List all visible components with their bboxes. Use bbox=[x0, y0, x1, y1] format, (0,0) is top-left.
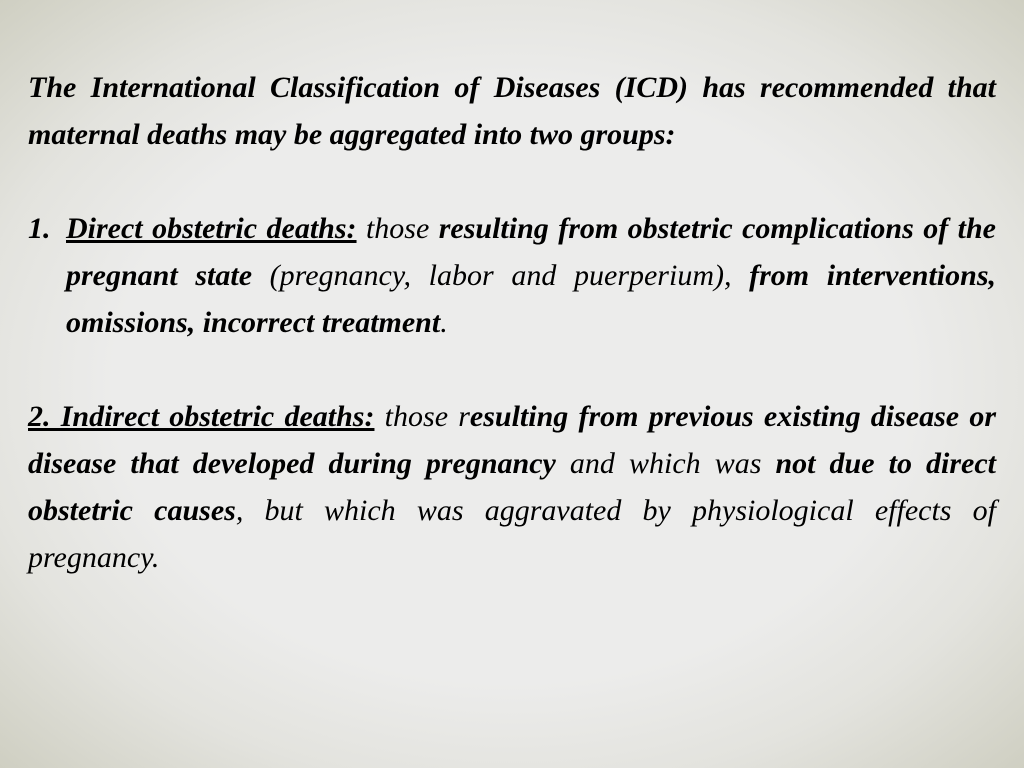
intro-text: The International Classification of Diseases (ICD) has recommended that maternal deaths may be aggregated into two groups: bbox=[28, 71, 996, 151]
direct-bold-2: from interventions, omissions, incorrect treatment bbox=[66, 259, 996, 339]
indirect-text-2: and which was bbox=[555, 447, 776, 480]
direct-text-2: (pregnancy, labor and puerperium), bbox=[252, 259, 750, 292]
direct-deaths-heading: Direct obstetric deaths: bbox=[66, 212, 357, 245]
slide-content bbox=[28, 64, 996, 581]
direct-text-3: . bbox=[440, 306, 448, 339]
list-number: 1. bbox=[28, 212, 51, 245]
spacer bbox=[28, 346, 996, 393]
indirect-text-1: those r bbox=[374, 400, 470, 433]
list-item-direct bbox=[28, 205, 996, 346]
direct-bold-1: resulting from obstetric complications of the pregnant state bbox=[66, 212, 996, 292]
spacer bbox=[28, 158, 996, 205]
indirect-deaths-heading: 2. Indirect obstetric deaths: bbox=[28, 400, 375, 433]
indirect-bold-2: not due to direct obstetric causes bbox=[28, 447, 996, 527]
indirect-bold-1: esulting from previous existing disease or disease that developed during pregnancy bbox=[28, 400, 997, 480]
direct-text-1: those bbox=[356, 212, 439, 245]
indirect-deaths-paragraph bbox=[28, 393, 996, 581]
direct-deaths-paragraph bbox=[66, 205, 996, 346]
intro-paragraph bbox=[28, 64, 996, 158]
indirect-text-3: , but which was aggravated by physiological effects of pregnancy. bbox=[28, 494, 996, 574]
